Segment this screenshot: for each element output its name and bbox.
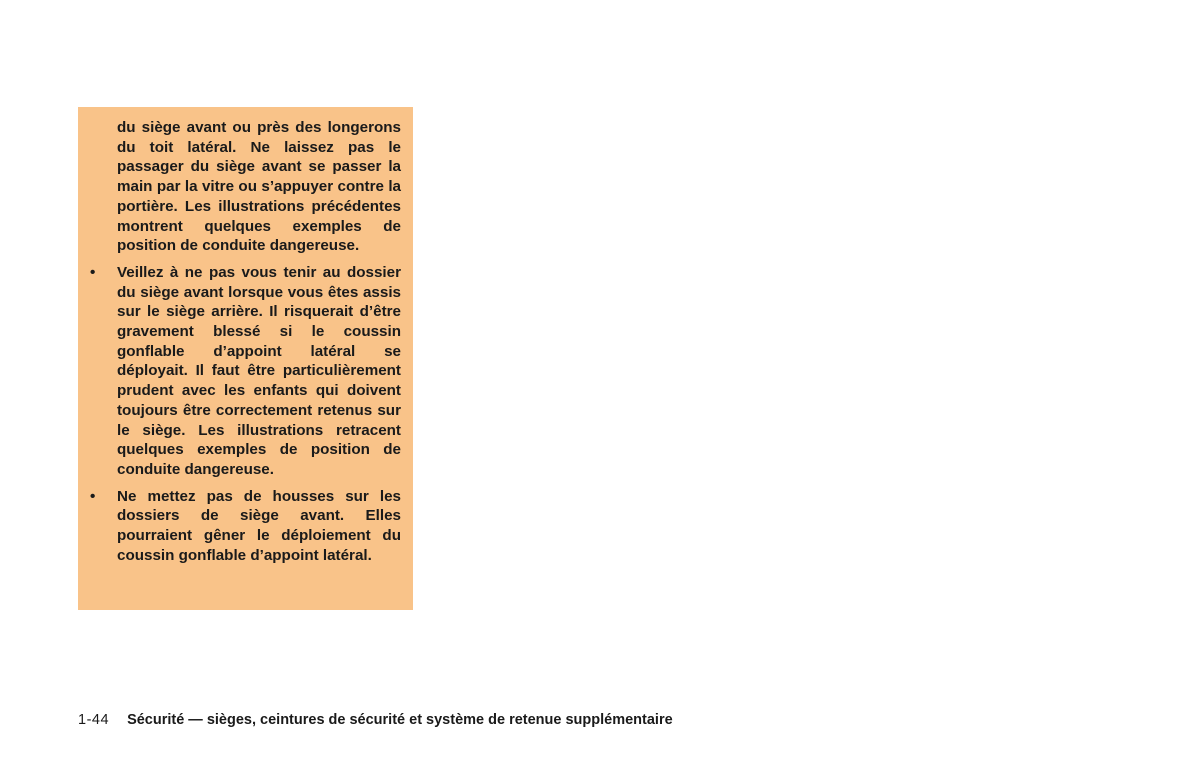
section-title: Sécurité — sièges, ceintures de sécurité et système de retenue supplémentaire xyxy=(127,712,673,728)
warning-continuation-text: du siège avant ou près des longerons du toit latéral. Ne laissez pas le passager du siège avant se passer la main par la vitre ou s’appuyer contre la portière. Les illustrations précédentes montrent quelques exemples de position de conduite dangereuse. xyxy=(117,119,401,255)
bullet-dot-icon: • xyxy=(90,263,96,281)
bullet-dot-icon: • xyxy=(90,487,96,505)
warning-box xyxy=(78,107,413,610)
warning-bullet-item xyxy=(90,263,401,480)
page-footer xyxy=(78,710,673,730)
warning-bullet-item xyxy=(90,487,401,566)
warning-bullet-text: Ne mettez pas de housses sur les dossiers de siège avant. Elles pourraient gêner le déploiement du coussin gonflable d’appoint latéral. xyxy=(117,487,401,564)
warning-bullet-text: Veillez à ne pas vous tenir au dossier du siège avant lorsque vous êtes assis sur le siège arrière. Il risquerait d’être gravement blessé si le coussin gonflable d’appoint latéral se déployait. Il faut être particulièrement prudent avec les enfants qui doivent toujours être correctement retenus sur le siège. Les illustrations retracent quelques exemples de position de conduite dangereuse. xyxy=(117,263,401,478)
page-number: 1-44 xyxy=(78,712,110,728)
